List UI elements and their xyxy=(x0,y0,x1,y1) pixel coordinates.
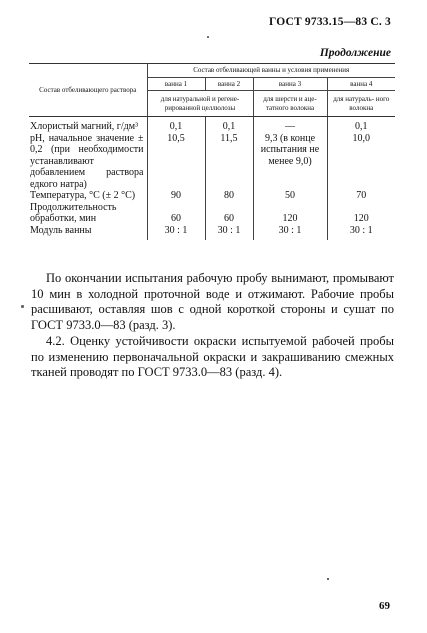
table-cell: 70 xyxy=(327,190,395,202)
row-label: Модуль ванны xyxy=(29,225,147,237)
table-cell: 30 : 1 xyxy=(205,225,253,237)
table-row xyxy=(29,190,395,202)
page-number: 69 xyxy=(379,600,390,612)
table-cell: 11,5 xyxy=(205,133,253,191)
continuation-label: Продолжение xyxy=(319,47,391,59)
table-cell: 30 : 1 xyxy=(253,225,327,237)
fibre-natural-header: для натураль- ного волокна xyxy=(327,91,395,117)
table-cell: 9,3 (в конце испытания не менее 9,0) xyxy=(253,133,327,191)
row-label: Продолжительность обработки, мин xyxy=(29,202,147,225)
table-cell: 0,1 xyxy=(205,121,253,133)
row-label: Температура, °С (± 2 °С) xyxy=(29,190,147,202)
table-row xyxy=(29,133,395,191)
fibre-wool-header: для шерсти и аце- татного волокна xyxy=(253,91,327,117)
bath-2-header: ванна 2 xyxy=(205,77,253,91)
table-row xyxy=(29,202,395,225)
table-cell: 50 xyxy=(253,190,327,202)
table-cell: 30 : 1 xyxy=(147,225,205,237)
bath-1-header: ванна 1 xyxy=(147,77,205,91)
document-header: ГОСТ 9733.15—83 С. 3 xyxy=(268,16,391,28)
table-cell: 10,5 xyxy=(147,133,205,191)
paragraph: 4.2. Оценку устойчивости окраски испытуемой рабочей пробы по изменению первоначальной окраски и закрашиванию смежных тканей проводят по ГОСТ 9733.0—83 (разд. 4). xyxy=(31,334,394,379)
table-cell: 10,0 xyxy=(327,133,395,191)
table-cell: 60 xyxy=(205,202,253,225)
margin-mark xyxy=(327,578,329,580)
group-header: Состав отбеливающей ванны и условия применения xyxy=(147,64,395,78)
bath-4-header: ванна 4 xyxy=(327,77,395,91)
table-cell: 90 xyxy=(147,190,205,202)
table-cell: 80 xyxy=(205,190,253,202)
table-cell: 0,1 xyxy=(147,121,205,133)
table-cell: 120 xyxy=(327,202,395,225)
table-row xyxy=(29,225,395,237)
fibre-cellulose-header: для натуральной и регене- рированной целлюлозы xyxy=(147,91,253,117)
row-header: Состав отбеливающего раствора xyxy=(29,64,147,117)
row-label: Хлористый магний, г/дм³ xyxy=(29,121,147,133)
bath-3-header: ванна 3 xyxy=(253,77,327,91)
table-cell: 30 : 1 xyxy=(327,225,395,237)
table-row xyxy=(29,121,395,133)
table-cell: 0,1 xyxy=(327,121,395,133)
margin-mark xyxy=(21,305,24,308)
paragraph: По окончании испытания рабочую пробу вынимают, промывают 10 мин в холодной проточной воде и отжимают. Рабочие пробы расшивают, оставляя шов с одной короткой стороны и сушат по ГОСТ 9733.0—83 (разд. 3). xyxy=(31,271,394,332)
table-cell: 120 xyxy=(253,202,327,225)
page-mark xyxy=(207,36,209,38)
table-cell: 60 xyxy=(147,202,205,225)
row-label: pH, начальное значение ± 0,2 (при необходимости устанавливают добавлением раствора едкого натра) xyxy=(29,133,147,191)
bleaching-bath-table xyxy=(29,63,395,240)
table-cell: — xyxy=(253,121,327,133)
